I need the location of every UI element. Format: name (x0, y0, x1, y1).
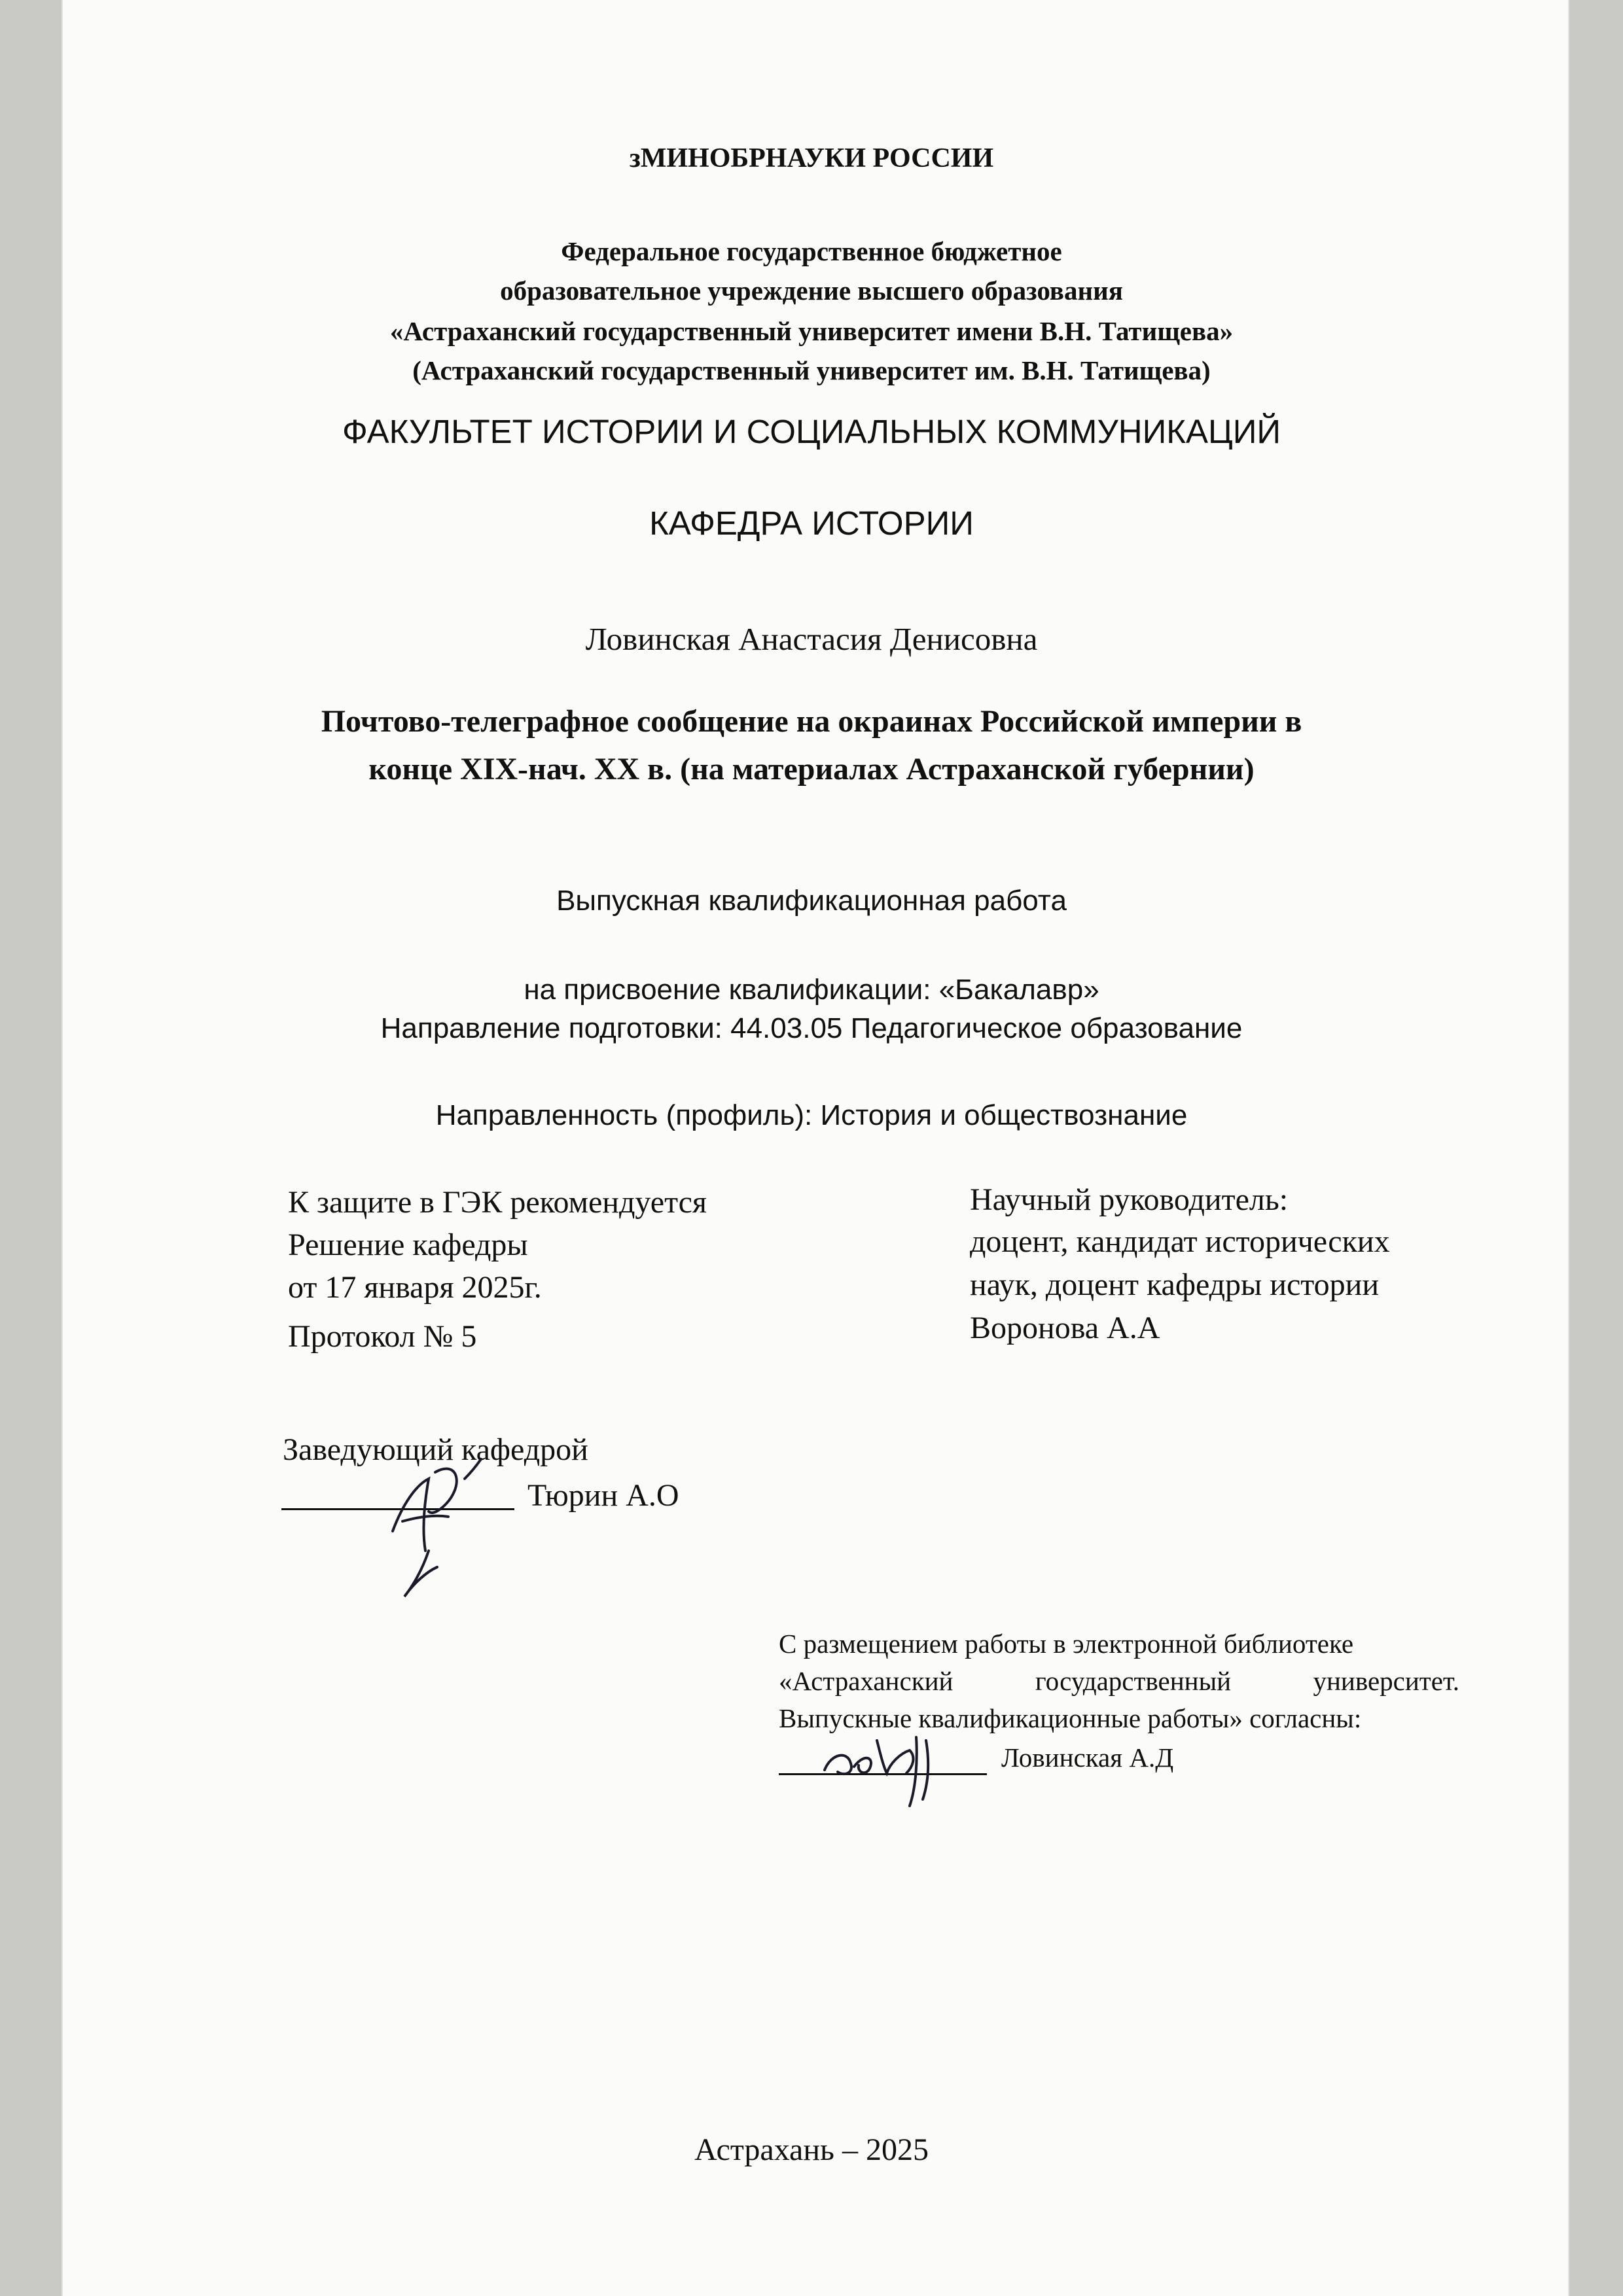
supervisor-label: Научный руководитель: (970, 1182, 1289, 1217)
thesis-title-line-2: конце XIX-нач. XX в. (на материалах Астраханской губернии) (368, 752, 1255, 786)
library-consent-line-3: Выпускные квалификационные работы» согласны: (779, 1703, 1362, 1733)
department-decision: Решение кафедры (288, 1227, 528, 1262)
library-consent-line-1: С размещением работы в электронной библиотеке (779, 1629, 1354, 1659)
institution-line-1: Федеральное государственное бюджетное (561, 236, 1062, 266)
head-of-department-name: Тюрин А.О (527, 1478, 679, 1513)
city-year-footer: Астрахань – 2025 (694, 2132, 929, 2167)
institution-line-2: образовательное учреждение высшего образования (500, 275, 1123, 306)
defense-recommendation: К защите в ГЭК рекомендуется (288, 1185, 707, 1220)
head-signature (366, 1433, 484, 1603)
protocol-number: Протокол № 5 (288, 1319, 477, 1354)
library-word-1: «Астраханский (779, 1666, 954, 1696)
author-name: Ловинская Анастасия Денисовна (585, 621, 1038, 657)
training-direction: Направление подготовки: 44.03.05 Педагогическое образование (380, 1012, 1243, 1044)
faculty-heading: ФАКУЛЬТЕТ ИСТОРИИ И СОЦИАЛЬНЫХ КОММУНИКАЦИЙ (342, 413, 1281, 450)
institution-line-4: (Астраханский государственный университет им. В.Н. Татищева) (412, 355, 1211, 385)
work-type: Выпускная квалификационная работа (556, 885, 1067, 917)
department-heading: КАФЕДРА ИСТОРИИ (649, 504, 974, 542)
student-signature (818, 1714, 962, 1812)
library-word-2: государственный (1035, 1666, 1232, 1696)
supervisor-name: Воронова А.А (970, 1311, 1160, 1345)
institution-line-3: «Астраханский государственный университет имени В.Н. Татищева» (389, 316, 1234, 346)
ministry-heading: зМИНОБРНАУКИ РОССИИ (629, 143, 994, 173)
library-consent-line-2 (779, 1665, 1459, 1697)
library-word-3: университет. (1313, 1666, 1459, 1696)
supervisor-title-line-2: наук, доцент кафедры истории (970, 1267, 1380, 1302)
head-of-department-label: Заведующий кафедрой (283, 1432, 588, 1467)
supervisor-title-line-1: доцент, кандидат исторических (970, 1224, 1390, 1259)
thesis-title-line-1: Почтово-телеграфное сообщение на окраинах Российской империи в (321, 704, 1302, 739)
decision-date: от 17 января 2025г. (288, 1270, 542, 1305)
student-name: Ловинская А.Д (1001, 1742, 1174, 1773)
profile-focus: Направленность (профиль): История и обществознание (435, 1099, 1188, 1131)
qualification: на присвоение квалификации: «Бакалавр» (524, 974, 1099, 1006)
